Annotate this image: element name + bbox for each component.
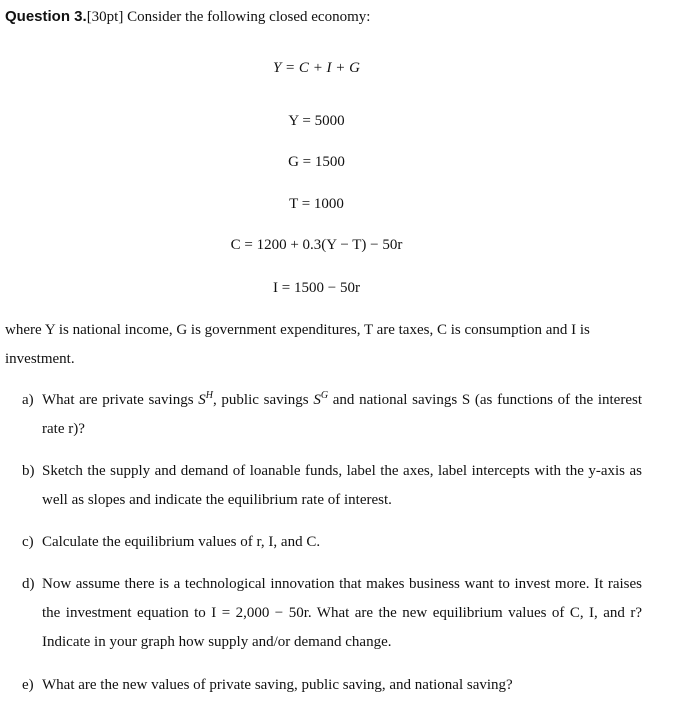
question-points: [30pt] [86, 9, 124, 25]
equation-income-identity: Y = C + I + G [272, 60, 361, 76]
part-d-label: d) [22, 576, 35, 592]
part-a [22, 386, 642, 444]
part-b-label: b) [22, 463, 35, 479]
equation-income: Y = 5000 [288, 113, 345, 129]
part-a-label: a) [22, 392, 34, 408]
equation-government: G = 1500 [288, 154, 345, 170]
equation-consumption: C = 1200 + 0.3(Y − T) − 50r [230, 237, 403, 253]
equation-taxes: T = 1000 [289, 196, 344, 212]
part-a-text: What are private savings $S^H$, public savings $S^G$ and national savings S (as functions of the interest rate r)? [42, 390, 642, 437]
part-b [22, 457, 642, 515]
part-e-text: What are the new values of private saving, public saving, and national saving? [42, 677, 513, 693]
equation-investment: I = 1500 − 50r [273, 280, 360, 296]
part-c-label: c) [22, 534, 34, 550]
part-d [22, 570, 642, 657]
part-e-label: e) [22, 677, 34, 693]
part-d-text: Now assume there is a technological innovation that makes business want to invest more. It raises the investment equation to I = 2,000 − 50r. What are the new equilibrium values of C, I, and r? Indicate in your graph how supply and/or demand change. [42, 576, 642, 650]
part-e [22, 671, 642, 700]
part-c [22, 528, 642, 557]
question-heading [5, 6, 370, 27]
question-intro: Consider the following closed economy: [123, 9, 371, 25]
part-b-text: Sketch the supply and demand of loanable funds, label the axes, label intercepts with the y-axis as well as slopes and indicate the equilibrium rate of interest. [42, 463, 642, 508]
definitions-paragraph: where Y is national income, G is government expenditures, T are taxes, C is consumption and I is investment. [5, 322, 590, 367]
part-c-text: Calculate the equilibrium values of r, I, and C. [42, 534, 321, 550]
question-title: Question 3. [5, 8, 87, 25]
